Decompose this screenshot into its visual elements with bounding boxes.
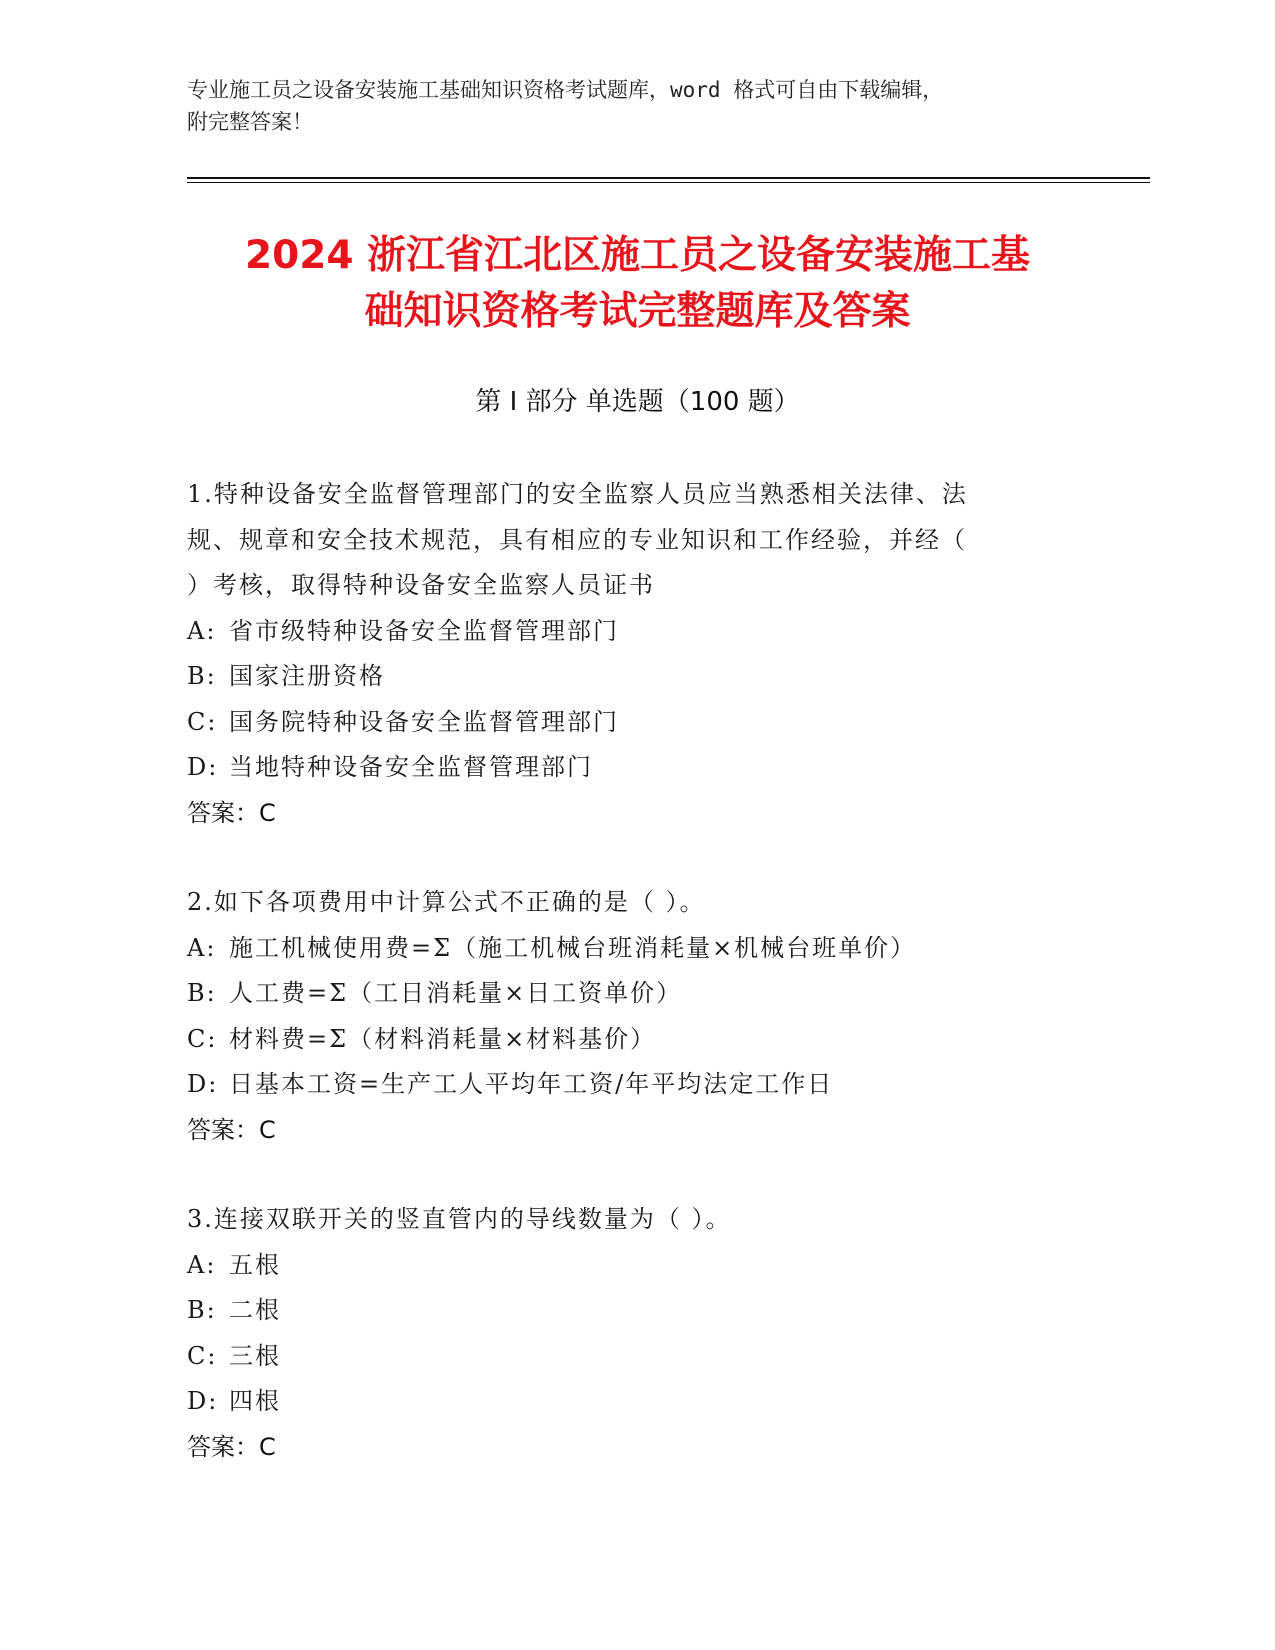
- option-letter: A:: [187, 1250, 217, 1279]
- option-d: [187, 745, 1087, 791]
- option-letter: C:: [187, 1024, 218, 1053]
- option-text: 三根: [229, 1341, 281, 1370]
- option-text: 四根: [229, 1387, 281, 1415]
- header-divider-thick: [187, 177, 1150, 179]
- header-divider-thin: [187, 182, 1150, 183]
- option-c: [187, 1334, 1087, 1380]
- question-stem-line: 规、规章和安全技术规范，具有相应的专业知识和工作经验，并经（: [187, 525, 967, 554]
- option-a: [187, 926, 1087, 972]
- question-stem-line: ）考核，取得特种设备安全监察人员证书: [187, 571, 655, 599]
- header-note-line-2: 附完整答案！: [187, 110, 313, 134]
- option-d: [187, 1062, 1087, 1108]
- option-letter: C:: [187, 1341, 218, 1370]
- section-title: 第 I 部分 单选题（100 题）: [475, 387, 800, 417]
- option-letter: B:: [187, 662, 217, 690]
- header-note-line-1: 专业施工员之设备安装施工基础知识资格考试题库，word 格式可自由下载编辑，: [187, 78, 944, 102]
- option-letter: B:: [187, 979, 217, 1007]
- option-text: 二根: [229, 1296, 281, 1324]
- option-text: 人工费=Σ（工日消耗量×日工资单价）: [229, 979, 683, 1007]
- question-2: [187, 880, 1087, 1153]
- option-text: 当地特种设备安全监督管理部门: [229, 753, 593, 781]
- option-c: [187, 700, 1087, 746]
- answer-label: 答案：C: [187, 1115, 276, 1144]
- header-note: [187, 74, 1087, 138]
- question-stem-line: 2.如下各项费用中计算公式不正确的是（ ）。: [187, 888, 706, 916]
- question-1: [187, 472, 1087, 836]
- option-letter: A:: [187, 616, 217, 645]
- option-text: 国务院特种设备安全监督管理部门: [229, 707, 619, 736]
- option-letter: D:: [187, 753, 219, 781]
- option-d: [187, 1379, 1087, 1425]
- option-letter: B:: [187, 1296, 217, 1324]
- question-stem-line: 1.特种设备安全监督管理部门的安全监察人员应当熟悉相关法律、法: [187, 480, 968, 508]
- option-text: 日基本工资=生产工人平均年工资/年平均法定工作日: [229, 1070, 834, 1098]
- option-b: [187, 1288, 1087, 1334]
- option-a: [187, 1243, 1087, 1289]
- question-3: [187, 1197, 1087, 1470]
- answer-label: 答案：C: [187, 798, 276, 827]
- option-letter: D:: [187, 1070, 219, 1098]
- option-b: [187, 971, 1087, 1017]
- option-letter: D:: [187, 1387, 219, 1415]
- document-title-line-1: 2024 浙江省江北区施工员之设备安装施工基: [244, 233, 1031, 278]
- option-c: [187, 1017, 1087, 1063]
- option-letter: C:: [187, 707, 218, 736]
- document-title-line-2: 础知识资格考试完整题库及答案: [364, 289, 911, 334]
- question-list: [187, 472, 1087, 1514]
- option-b: [187, 654, 1087, 700]
- document-title: [140, 228, 1135, 340]
- option-text: 省市级特种设备安全监督管理部门: [229, 616, 619, 645]
- option-text: 施工机械使用费=Σ（施工机械台班消耗量×机械台班单价）: [229, 933, 917, 962]
- question-stem-line: 3.连接双联开关的竖直管内的导线数量为（ ）。: [187, 1205, 732, 1233]
- answer-label: 答案：C: [187, 1432, 276, 1461]
- option-letter: A:: [187, 933, 217, 962]
- option-text: 国家注册资格: [229, 662, 385, 690]
- option-a: [187, 609, 1087, 655]
- option-text: 材料费=Σ（材料消耗量×材料基价）: [229, 1024, 657, 1053]
- option-text: 五根: [229, 1250, 281, 1279]
